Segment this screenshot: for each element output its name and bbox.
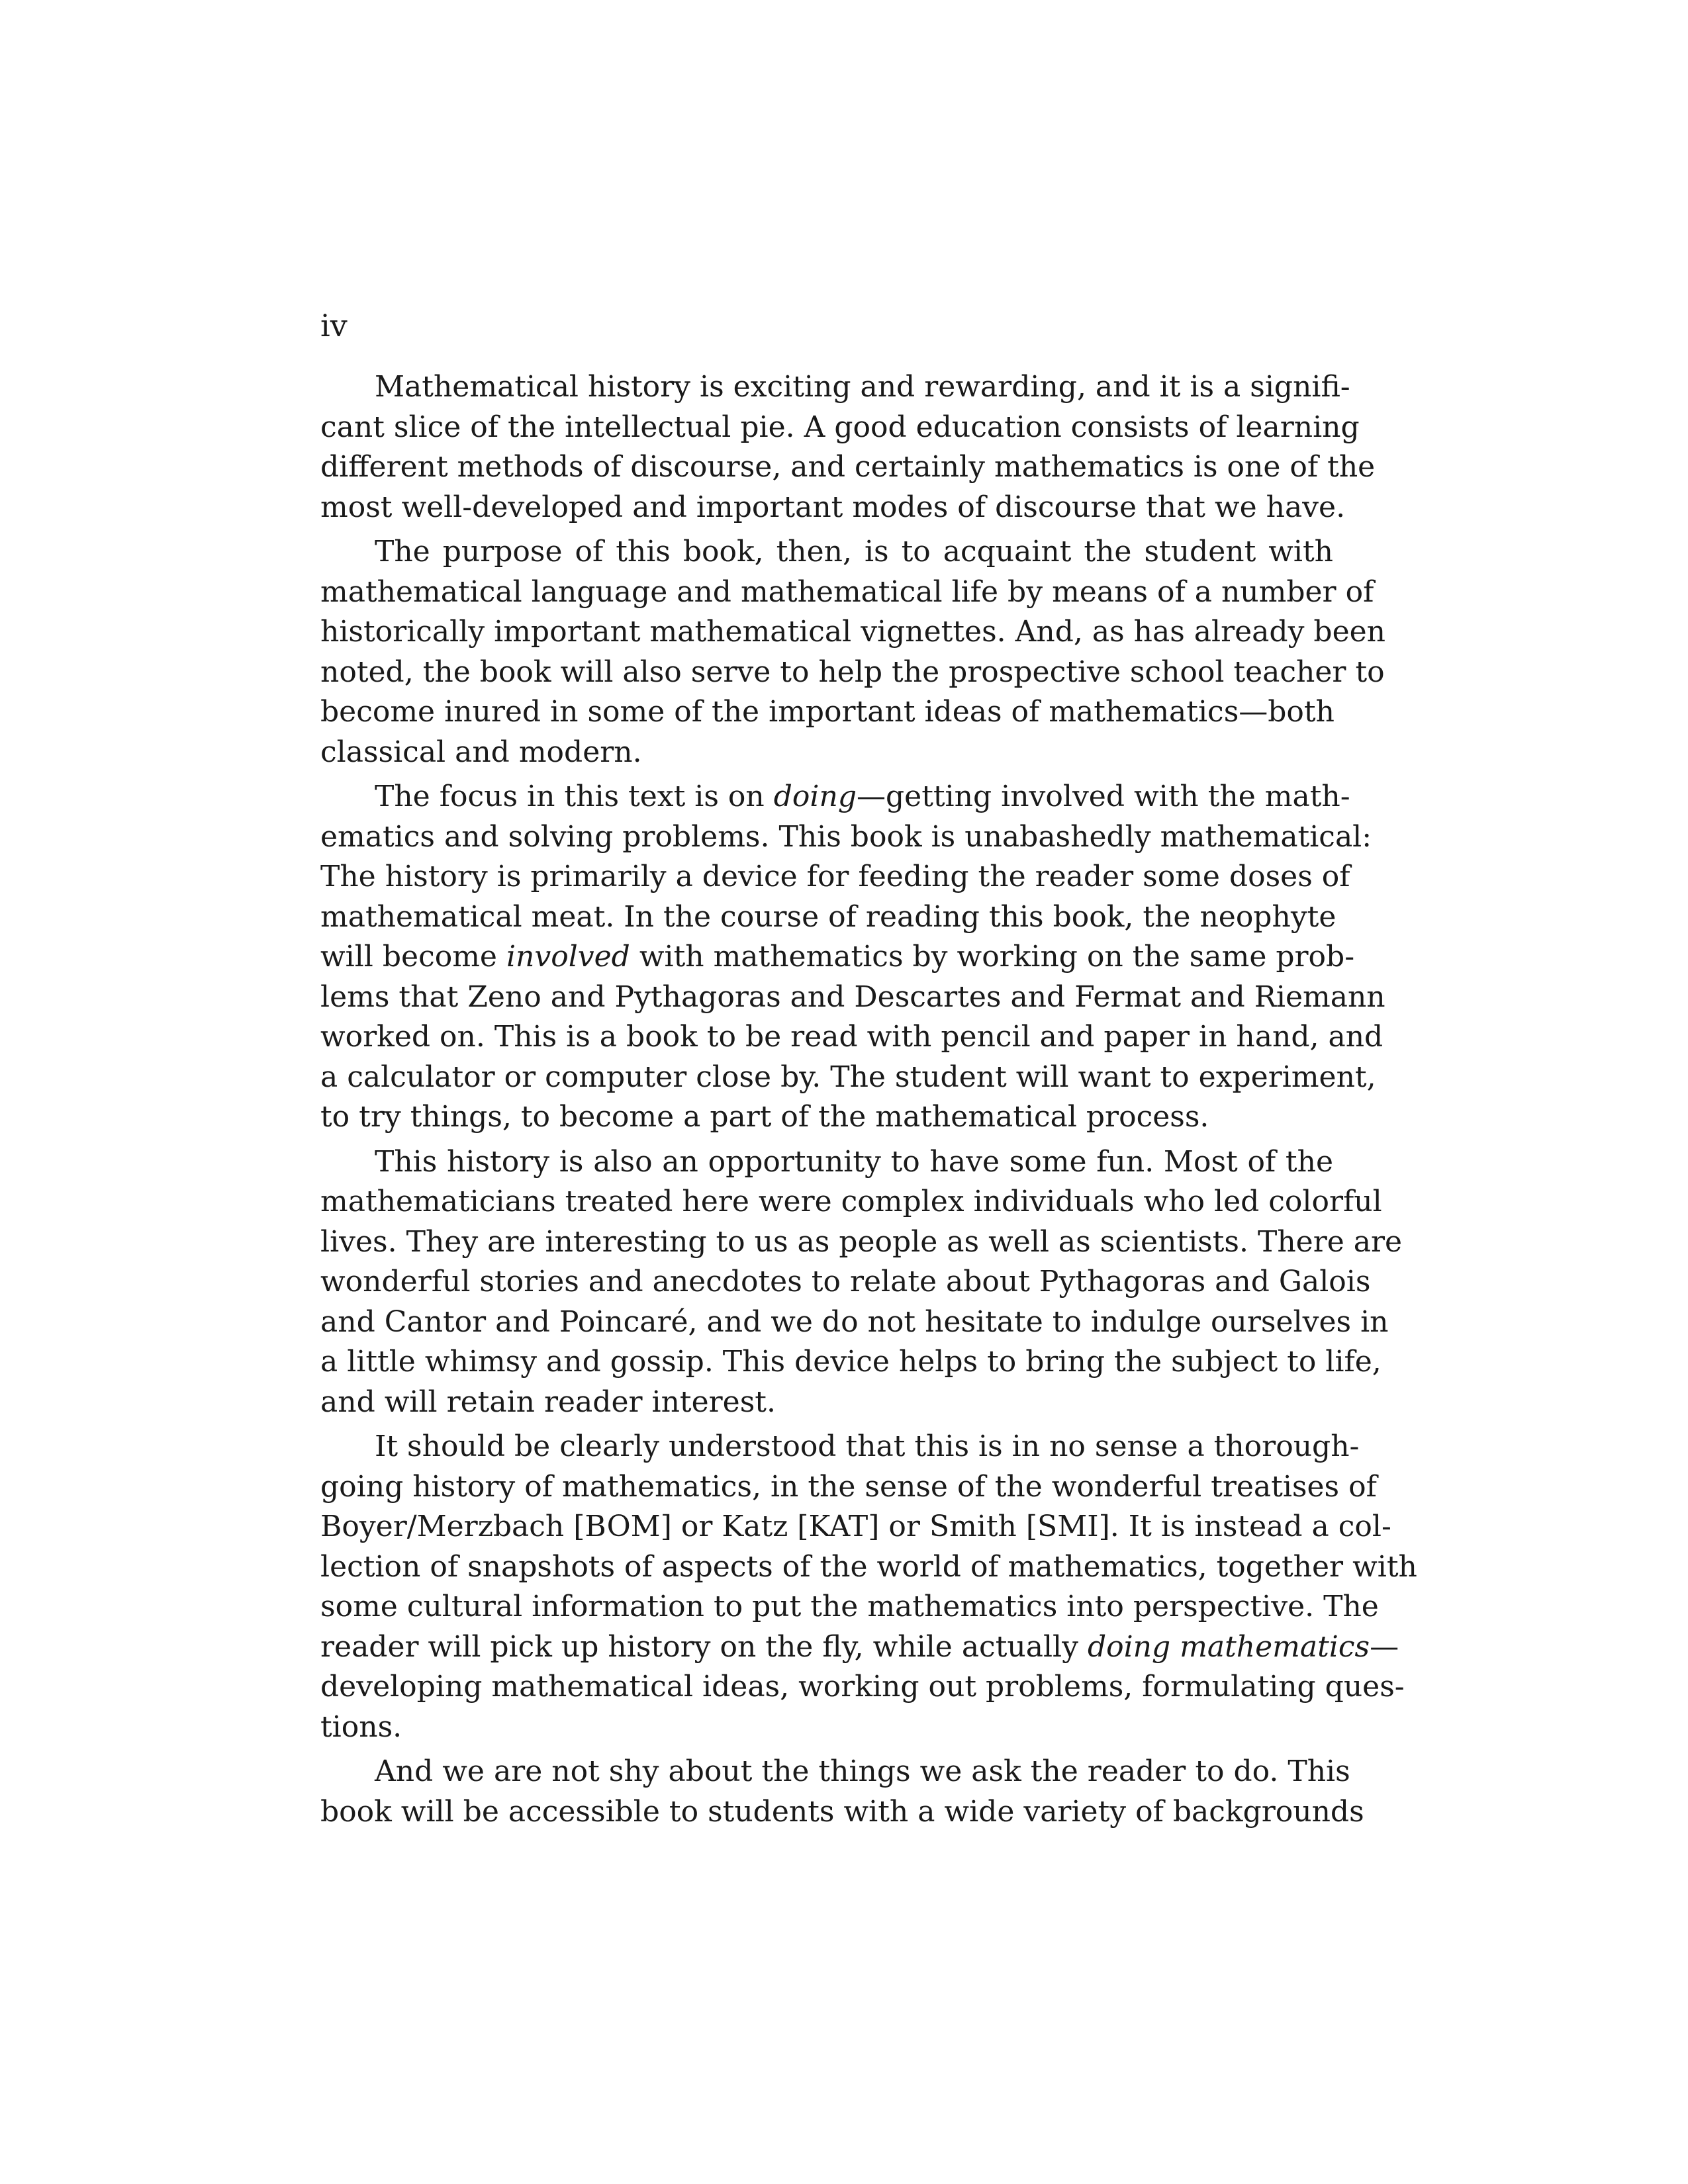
paragraph: [320, 367, 1376, 527]
text-line: [320, 817, 1372, 858]
text-line: [320, 447, 1376, 488]
text-line: [320, 1222, 1403, 1263]
text-segment: —getting involved with the math-: [856, 780, 1350, 813]
text-segment: going history of mathematics, in the sense of the wonderful treatises of: [320, 1469, 1377, 1504]
text-line: [320, 897, 1336, 938]
text-line: [320, 857, 1350, 897]
text-segment: and Cantor and Poincaré, and we do not hesitate to indulge ourselves in: [320, 1304, 1389, 1339]
text-line: [320, 572, 1374, 613]
text-line: [320, 1182, 1382, 1222]
text-segment: —: [1370, 1629, 1399, 1664]
text-line: [320, 692, 1333, 733]
text-segment: ematics and solving problems. This book is unabashedly mathematical:: [320, 819, 1372, 854]
text-line: [320, 777, 1350, 817]
text-segment: a calculator or computer close by. The student will want to experiment,: [320, 1060, 1376, 1094]
text-line: [320, 1667, 1405, 1707]
text-segment: wonderful stories and anecdotes to relate about Pythagoras and Galois: [320, 1265, 1371, 1298]
text-segment: with mathematics by working on the same prob-: [630, 940, 1355, 974]
emphasis-text: doing mathematics: [1087, 1629, 1370, 1664]
paragraph: [320, 1752, 1364, 1832]
emphasis-text: involved: [506, 940, 630, 974]
text-segment: historically important mathematical vignettes. And, as has already been: [320, 615, 1386, 649]
text-segment: developing mathematical ideas, working out problems, formulating ques-: [320, 1670, 1405, 1704]
text-segment: worked on. This is a book to be read with pencil and paper in hand, and: [320, 1020, 1383, 1054]
text-line: [320, 1467, 1377, 1508]
text-line: [320, 1383, 1333, 1423]
text-segment: mathematical language and mathematical life by means of a number of: [320, 574, 1374, 609]
text-segment: will become: [320, 940, 506, 974]
text-segment: noted, the book will also serve to help the prospective school teacher to: [320, 655, 1385, 689]
text-segment: classical and modern.: [320, 735, 642, 769]
text-segment: book will be accessible to students with a wide variety of backgrounds: [320, 1794, 1364, 1829]
text-segment: a little whimsy and gossip. This device helps to bring the subject to life,: [320, 1345, 1382, 1379]
text-segment: This history is also an opportunity to have some fun. Most of the: [375, 1144, 1333, 1179]
text-line: [320, 1302, 1389, 1343]
text-line: [320, 937, 1355, 978]
text-segment: mathematical meat. In the course of reading this book, the neophyte: [320, 899, 1336, 934]
paragraph: [320, 777, 1385, 1138]
text-line: [320, 1507, 1391, 1547]
text-line: [320, 1142, 1333, 1183]
text-segment: to try things, to become a part of the mathematical process.: [320, 1100, 1209, 1134]
text-line: [320, 612, 1386, 653]
text-segment: It should be clearly understood that this is in no sense a thorough-: [375, 1430, 1360, 1463]
text-line: [320, 1427, 1360, 1467]
text-segment: lection of snapshots of aspects of the world of mathematics, together with: [320, 1549, 1417, 1584]
text-line: [320, 532, 1333, 572]
text-line: [320, 1792, 1364, 1833]
text-segment: Mathematical history is exciting and rewarding, and it is a signifi-: [375, 370, 1350, 404]
text-line: [320, 1587, 1379, 1627]
text-line: [320, 1017, 1383, 1058]
text-line: [320, 367, 1350, 408]
text-line: [320, 1097, 1333, 1138]
text-segment: reader will pick up history on the fly, while actually: [320, 1629, 1088, 1664]
text-segment: some cultural information to put the mathematics into perspective. The: [320, 1590, 1379, 1623]
text-segment: The history is primarily a device for feeding the reader some doses of: [320, 860, 1350, 893]
text-line: [320, 1752, 1350, 1792]
paragraph: [320, 1427, 1417, 1747]
text-line: [320, 978, 1385, 1018]
text-segment: and will retain reader interest.: [320, 1385, 776, 1419]
text-segment: most well-developed and important modes of discourse that we have.: [320, 490, 1346, 524]
text-segment: mathematicians treated here were complex individuals who led colorful: [320, 1185, 1382, 1218]
paragraph: [320, 532, 1386, 772]
text-line: [320, 1262, 1371, 1302]
text-line: [320, 1707, 1333, 1748]
text-segment: Boyer/Merzbach [BOM] or Katz [KAT] or Smith [SMI]. It is instead a col-: [320, 1510, 1391, 1543]
text-segment: cant slice of the intellectual pie. A good education consists of learning: [320, 410, 1360, 444]
text-segment: lives. They are interesting to us as people as well as scientists. There are: [320, 1224, 1403, 1259]
text-segment: different methods of discourse, and certainly mathematics is one of the: [320, 450, 1376, 484]
text-line: [320, 408, 1360, 448]
text-segment: become inured in some of the important ideas of mathematics—both: [320, 695, 1335, 729]
text-segment: The purpose of this book, then, is to acquaint the student with: [375, 535, 1333, 569]
text-segment: The focus in this text is on: [375, 780, 774, 813]
text-line: [320, 1547, 1417, 1588]
text-segment: lems that Zeno and Pythagoras and Descartes and Fermat and Riemann: [320, 979, 1385, 1014]
text-line: [320, 1627, 1399, 1668]
text-line: [320, 1342, 1382, 1383]
emphasis-text: doing: [773, 780, 857, 813]
text-segment: tions.: [320, 1709, 402, 1744]
text-segment: And we are not shy about the things we ask the reader to do. This: [375, 1754, 1350, 1788]
text-line: [320, 653, 1385, 693]
text-line: [320, 488, 1346, 528]
body-text: [320, 367, 1417, 1832]
page-number: iv: [320, 308, 348, 343]
text-line: [320, 1058, 1376, 1098]
text-line: [320, 733, 1333, 773]
paragraph: [320, 1142, 1403, 1423]
